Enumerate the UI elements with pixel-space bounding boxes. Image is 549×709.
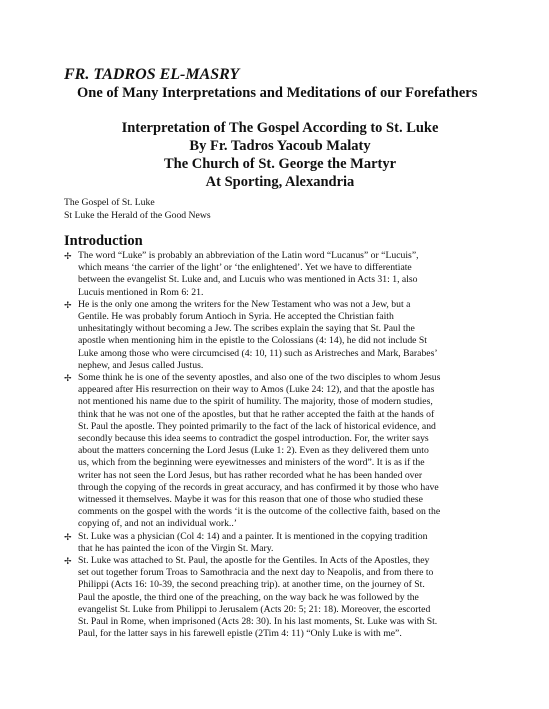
text-line: He is the only one among the writers for the New Testament who was not a Jew, but a: [78, 298, 411, 310]
bullet-list: [64, 250, 494, 641]
text-line: between the evangelist St. Luke and, and Lucuis who was mentioned in Acts 31: 1, also: [78, 274, 418, 286]
text-line: that he has painted the icon of the Virgin St. Mary.: [78, 542, 274, 554]
title-block: [0, 119, 549, 191]
list-item: [64, 250, 494, 299]
text-line: comments on the gospel with the words ‘it is the outcome of the collective faith, based on the: [78, 506, 441, 518]
text-line: evangelist St. Luke from Philippi to Jerusalem (Acts 20: 5; 21: 18). Moreover, the escorted: [78, 603, 431, 615]
coptic-cross-icon: ✢: [64, 531, 72, 542]
text-line: not mentioned his name due to the spirit of humility. The majority, those of modern studies,: [78, 396, 433, 408]
coptic-cross-icon: ✢: [64, 299, 72, 310]
text-line: Philippi (Acts 16: 10-39, the second preaching trip). at another time, on the journey of St.: [78, 579, 425, 591]
subtitle-references: [64, 196, 211, 222]
text-line: secondly because this idea seems to contradict the gospel introduction. For, the writer says: [78, 433, 429, 445]
title-line: At Sporting, Alexandria: [205, 174, 355, 190]
text-line: nephew, and Jesus called Justus.: [78, 359, 204, 371]
list-item: [64, 531, 494, 555]
text-line: St. Paul the apostle. They pointed primarily to the fact of the lack of historical evidence, and: [78, 420, 436, 432]
text-line: through the copying of the records in great accuracy, and has confirmed it by those who have: [78, 481, 439, 493]
list-item: [64, 299, 494, 372]
title-line: By Fr. Tadros Yacoub Malaty: [189, 138, 371, 154]
subref-line: St Luke the Herald of the Good News: [64, 210, 211, 221]
section-heading: Introduction: [64, 233, 143, 249]
text-line: Gentile. He was probably forum Antioch in Syria. He accepted the Christian faith: [78, 311, 394, 323]
title-line: The Church of St. George the Martyr: [163, 156, 397, 172]
title-line: Interpretation of The Gospel According to St. Luke: [121, 120, 439, 136]
coptic-cross-icon: ✢: [64, 251, 72, 261]
text-line: apostle when mentioning him in the epistle to the Colossians (4: 14), he did not include St: [78, 335, 427, 347]
list-item: [64, 555, 494, 640]
text-line: appeared after His resurrection on their way to Amos (Luke 24: 12), and that the apostle has: [78, 384, 435, 396]
subref-line: The Gospel of St. Luke: [64, 197, 155, 208]
text-line: St. Luke was a physician (Col 4: 14) and a painter. It is mentioned in the copying tradition: [78, 530, 428, 542]
text-line: witnessed it themselves. Maybe it was for this reason that one of those who studied these: [78, 494, 423, 506]
text-line: about the matters concerning the Lord Jesus (Luke 1: 2). Even as they delivered them unto: [78, 445, 429, 457]
author-heading: FR. TADROS EL-MASRY: [64, 66, 240, 83]
text-line: copying of, and not an individual work..’: [78, 518, 238, 530]
text-line: Luke among those who were circumcised (4: 10, 11) such as Aristreches and Mark, Barabes’: [78, 347, 438, 359]
list-item: [64, 372, 494, 531]
text-line: set out together forum Troas to Samothracia and the next day to Neapolis, and from there to: [78, 567, 434, 579]
text-line: which means ‘the carrier of the light’ or ‘the enlightened’. Yet we have to differentiate: [78, 262, 412, 274]
text-line: writer has not seen the Lord Jesus, but has rather recorded what he has been handed over: [78, 469, 423, 481]
text-line: unhesitatingly without becoming a Jew. The scribes explain the saying that St. Paul the: [78, 323, 415, 335]
coptic-cross-icon: ✢: [64, 556, 72, 567]
series-subtitle: One of Many Interpretations and Meditations of our Forefathers: [77, 85, 478, 101]
text-line: think that he was not one of the apostles, but that he rather accepted the faith at the hands of: [78, 408, 435, 420]
text-line: Paul the apostle, the third one of the preaching, on the way back he was followed by the: [78, 591, 419, 603]
text-line: Paul, for the latter says in his farewell epistle (2Tim 4: 11) “Only Luke is with me”.: [78, 628, 402, 640]
text-line: St. Paul in Rome, when imprisoned (Acts 28: 30). In his last moments, St. Luke was with St.: [78, 616, 438, 628]
text-line: St. Luke was attached to St. Paul, the apostle for the Gentiles. In Acts of the Apostles, they: [78, 555, 430, 567]
text-line: Lucuis mentioned in Rom 6: 21.: [78, 286, 204, 298]
text-line: us, which from the beginning were eyewitnesses and ministers of the word”. It is as if the: [78, 457, 425, 469]
text-line: Some think he is one of the seventy apostles, and also one of the two disciples to whom Jesus: [78, 372, 441, 384]
text-line: The word “Luke” is probably an abbreviation of the Latin word “Lucanus” or “Lucuis”,: [78, 250, 419, 261]
coptic-cross-icon: ✢: [64, 373, 72, 384]
